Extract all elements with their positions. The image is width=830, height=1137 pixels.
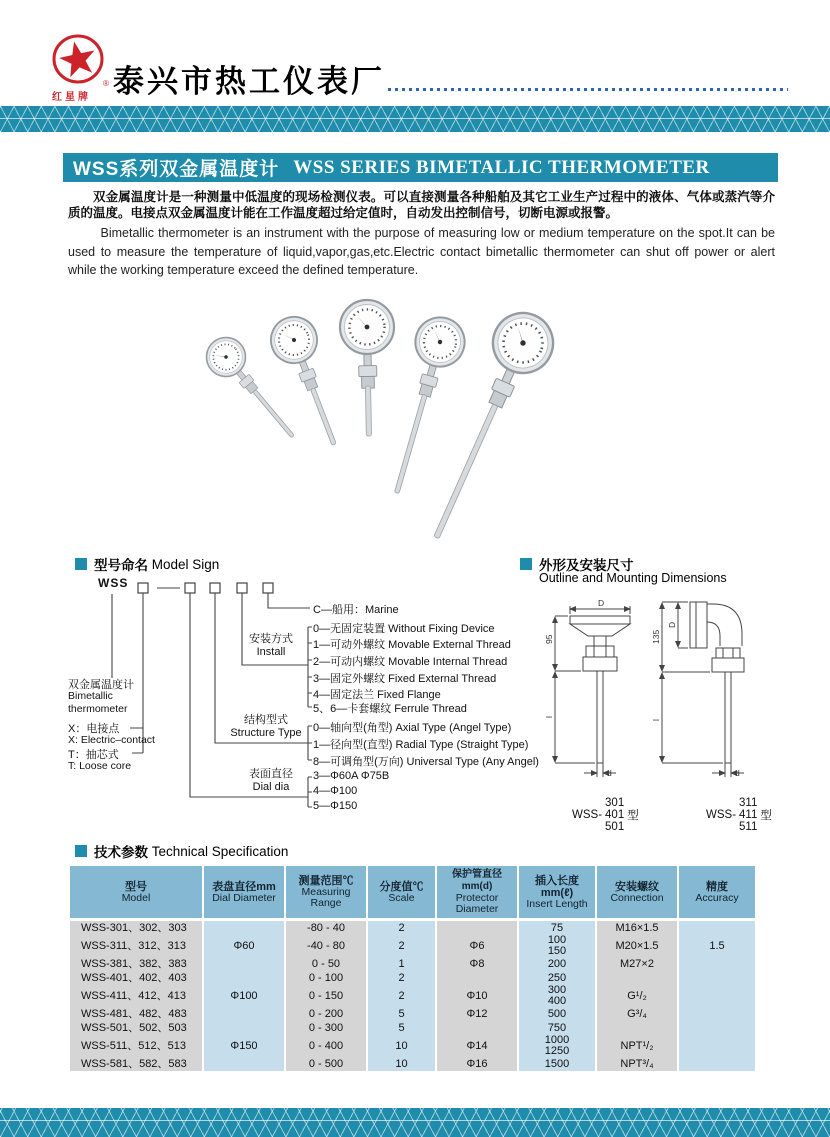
drawing-axial [555, 606, 630, 777]
table-row: WSS-411、412、413 Φ100 0 - 150 2 Φ10 300 400 G¹/₂ [70, 985, 755, 1007]
model-prefix: WSS [98, 576, 129, 590]
col-accuracy: 精度 Accuracy [679, 866, 755, 921]
spec-table [68, 866, 757, 1071]
col-connection: 安装螺纹 Connection [597, 866, 677, 921]
dim-D-left: D [598, 598, 605, 608]
table-row: WSS-581、582、583 0 - 500 10 Φ16 1500 NPT³/₄ [70, 1057, 755, 1071]
col-range: 测量范围℃ Measuring Range [286, 866, 366, 921]
col-insert: 插入长度mm(ℓ) Insert Length [519, 866, 595, 921]
table-row: WSS-311、312、313 Φ60 -40 - 80 2 Φ6 100 150 M20×1.5 1.5 [70, 935, 755, 957]
model-sign-diagram [60, 550, 539, 820]
left-block-line-4: X：电接点 [68, 723, 120, 735]
marine-item: C—船用：Marine [313, 604, 399, 616]
table-row: WSS-381、382、383 0 - 50 1 Φ8 200 M27×2 [70, 957, 755, 971]
left-block-line-5: X: Electric–contact [68, 734, 155, 746]
series-title-en: WSS SERIES BIMETALLIC THERMOMETER [293, 156, 710, 178]
spec-heading-cn: 技术参数 [94, 845, 148, 860]
col-model: 型号 Model [70, 866, 202, 921]
spec-heading [75, 841, 288, 861]
lattice-band-top [0, 106, 830, 132]
company-name: 泰兴市热工仪表厂 [113, 64, 385, 99]
left-block-line-3: thermometer [68, 703, 128, 715]
table-row: WSS-511、512、513 Φ150 0 - 400 10 Φ14 1000 1250 NPT¹/₂ [70, 1035, 755, 1057]
intro-paragraph-cn: 双金属温度计是一种测量中低温度的现场检测仪表。可以直接测量各种船舶及其它工业生产过程中的液体、气体或蒸汽等介质的温度。电接点双金属温度计能在工作温度超过给定值时，自动发出控制信号，切断电源或报警。 [68, 190, 775, 220]
intro-paragraph-en: Bimetallic thermometer is an instrument with the purpose of measuring low or medium temperature on the spot.It can be used to measure the temperature of liquid,vapor,gas,etc.Electric contact bimetallic thermometer can shut off power or alert while the working temperature exceed the defined temperature. [68, 226, 775, 277]
structure-item: 8—可调角型(万向) Universal Type (Any Angel) [313, 756, 539, 768]
left-block-line-7: T: Loose core [68, 760, 132, 772]
caption-radial-models: WSS- 311 411 511 型 [706, 797, 772, 833]
col-scale: 分度值℃ Scale [368, 866, 435, 921]
structure-label: 结构型式 Structure Type [230, 714, 302, 739]
model-sign-heading-cn: 型号命名 [94, 558, 148, 573]
dim-d-right: d [735, 768, 740, 778]
dim-D-right: D [667, 621, 677, 628]
lattice-band-bottom [0, 1108, 830, 1137]
install-label: 安装方式 Install [249, 633, 293, 658]
product-photo-thermometers [140, 280, 700, 560]
teal-square-bullet [75, 845, 87, 857]
dim-l-left: l [544, 716, 554, 718]
outline-drawings [528, 596, 828, 788]
teal-square-bullet [520, 558, 532, 570]
dim-l-right: l [651, 719, 661, 721]
install-item: 3—固定外螺纹 Fixed External Thread [313, 673, 497, 685]
dim-95: 95 [544, 634, 554, 644]
left-block-line-6: T：抽芯式 [68, 749, 119, 761]
dial-item: 4—Φ100 [313, 785, 358, 797]
table-row: WSS-481、482、483 0 - 200 5 Φ12 500 G³/₄ [70, 1007, 755, 1021]
thermometer-3 [340, 300, 396, 437]
dial-item: 5—Φ150 [313, 800, 358, 812]
dim-d-left: d [607, 768, 612, 778]
brand-label: 红星牌 [52, 92, 91, 103]
dotted-rule [388, 88, 788, 91]
dial-dia-label: 表面直径 Dial dia [249, 768, 293, 793]
model-sign-heading-en: Model Sign [151, 556, 220, 572]
registered-mark-icon: ® [103, 79, 109, 88]
dim-135: 135 [651, 629, 661, 644]
install-item: 5、6—卡套螺纹 Ferrule Thread [313, 703, 467, 715]
table-row: WSS-301、302、303 -80 - 40 2 75 M16×1.5 [70, 921, 755, 935]
left-block-line-1: 双金属温度计 [68, 679, 134, 691]
table-row: WSS-501、502、503 0 - 300 5 750 [70, 1021, 755, 1035]
table-row: WSS-401、402、403 0 - 100 2 250 [70, 971, 755, 985]
install-item: 1—可动外螺纹 Movable External Thread [313, 639, 511, 651]
series-title-cn: WSS系列双金属温度计 [73, 159, 280, 180]
red-star-logo [48, 32, 112, 92]
spec-header-row [70, 866, 755, 921]
install-item: 2—可动内螺纹 Movable Internal Thread [313, 656, 508, 668]
install-item: 0—无固定装置 Without Fixing Device [313, 623, 495, 635]
col-dial: 表盘直径mm Dial Diameter [204, 866, 284, 921]
left-block-line-2: Bimetallic [68, 690, 113, 702]
structure-item: 1—径向型(直型) Radial Type (Straight Type) [313, 739, 529, 751]
install-item: 4—固定法兰 Fixed Flange [313, 689, 441, 701]
outline-heading-cn: 外形及安装尺寸 [539, 558, 634, 573]
dial-item: 3—Φ60A Φ75B [313, 770, 390, 782]
outline-heading-en: Outline and Mounting Dimensions [539, 571, 727, 585]
structure-item: 0—轴向型(角型) Axial Type (Angel Type) [313, 722, 512, 734]
series-title-bar [63, 153, 778, 182]
spec-heading-en: Technical Specification [151, 843, 289, 859]
caption-axial-models: WSS- 301 401 501 型 [572, 797, 639, 833]
col-protector: 保护管直径mm(d) Protector Diameter [437, 866, 517, 921]
